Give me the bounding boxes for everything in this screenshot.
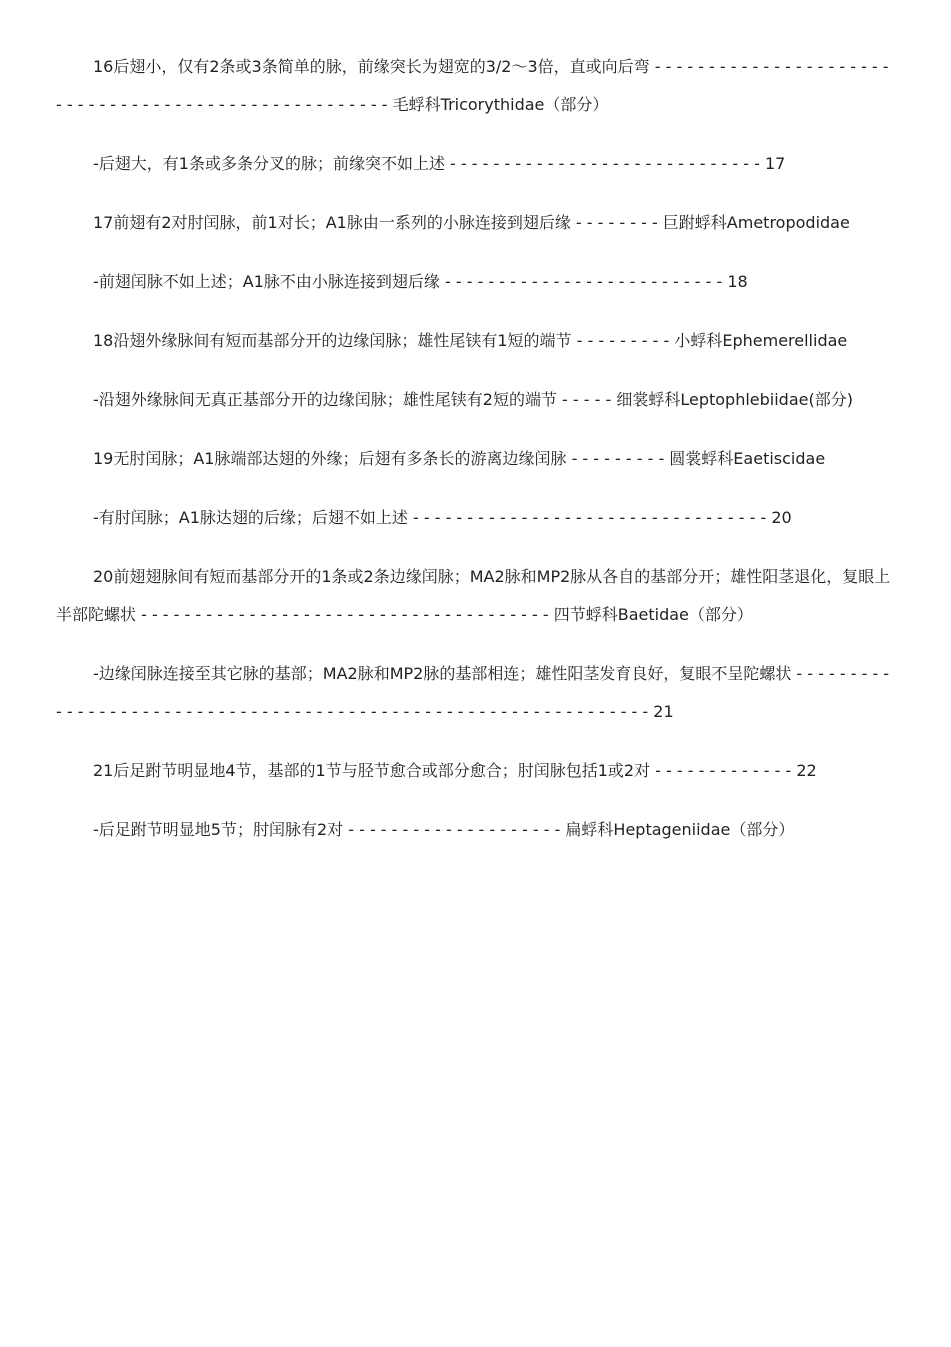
key-entry-16-alt: -后翅大，有1条或多条分叉的脉；前缘突不如上述 - - - - - - - - - - - - - - - - - - - - - - - - - - - - - 17 (93, 154, 786, 173)
key-entry-19: 19无肘闰脉；A1脉端部达翅的外缘；后翅有多条长的游离边缘闰脉 - - - - - - - - - 圆裳蜉科Eaetiscidae (93, 449, 826, 468)
key-entry-21: 21后足跗节明显地4节，基部的1节与胫节愈合或部分愈合；肘闰脉包括1或2对 - - - - - - - - - - - - - 22 (93, 761, 817, 780)
key-entry-17: 17前翅有2对肘闰脉，前1对长；A1脉由一系列的小脉连接到翅后缘 - - - - - - - - 巨跗蜉科Ametropodidae (93, 213, 850, 232)
key-entry-20-alt: -边缘闰脉连接至其它脉的基部；MA2脉和MP2脉的基部相连；雄性阳茎发育良好，复眼不呈陀螺状 - - - - - - - - - - - - - - - - - - - - - - - - - - - - - - - - - - - - - - - - - - - - - - - - - - - - - - - - - - - - - - - - 21 (56, 664, 895, 721)
key-entry-18: 18沿翅外缘脉间有短而基部分开的边缘闰脉；雄性尾铗有1短的端节 - - - - - - - - - 小蜉科Ephemerellidae (93, 331, 848, 350)
key-entry-20: 20前翅翅脉间有短而基部分开的1条或2条边缘闰脉；MA2脉和MP2脉从各自的基部分开；雄性阳茎退化，复眼上半部陀螺状 - - - - - - - - - - - - - - - - - - - - - - - - - - - - - - - - - - - - - - 四节蜉科Baetidae（部分） (56, 567, 891, 624)
key-entry-21-alt: -后足跗节明显地5节；肘闰脉有2对 - - - - - - - - - - - - - - - - - - - - 扁蜉科Heptageniidae（部分） (93, 820, 795, 839)
key-entry-18-alt: -沿翅外缘脉间无真正基部分开的边缘闰脉；雄性尾铗有2短的端节 - - - - - 细裳蜉科Leptophlebiidae(部分) (93, 390, 853, 409)
key-entry-19-alt: -有肘闰脉；A1脉达翅的后缘；后翅不如上述 - - - - - - - - - - - - - - - - - - - - - - - - - - - - - - - - - 20 (93, 508, 792, 527)
key-entry-16: 16后翅小，仅有2条或3条简单的脉，前缘突长为翅宽的3/2～3倍，直或向后弯 - - - - - - - - - - - - - - - - - - - - - - - - - - - - - - - - - - - - - - - - - - - - - - - - - - - - - 毛蜉科Tricorythidae（部分） (56, 57, 894, 114)
key-entry-17-alt: -前翅闰脉不如上述；A1脉不由小脉连接到翅后缘 - - - - - - - - - - - - - - - - - - - - - - - - - - 18 (93, 272, 748, 291)
